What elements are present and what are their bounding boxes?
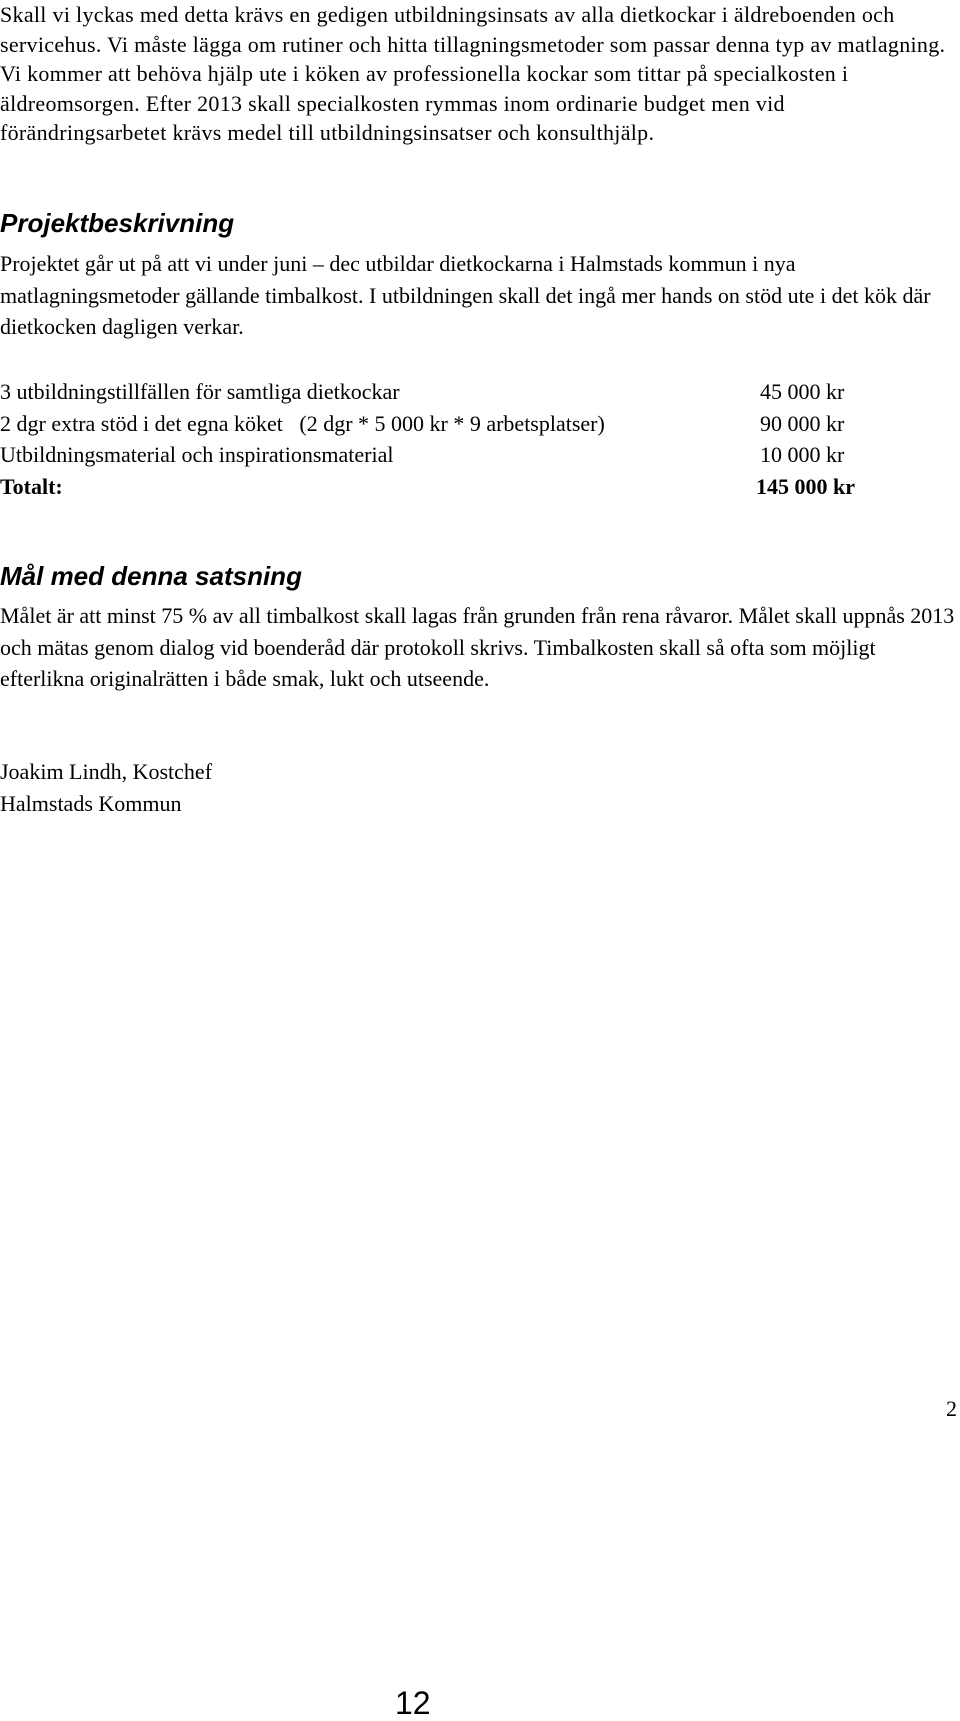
intro-paragraph: Skall vi lyckas med detta krävs en gedigen utbildningsinsats av alla dietkockar i äldreboenden och servicehus. Vi måste lägga om rutiner och hitta tillagningsmetoder som passar denna typ av matlagning. Vi kommer att behöva hjälp ute i köken av professionella kockar som tittar på specialkosten i äldreomsorgen. Efter 2013 skall specialkosten rymmas inom ordinarie budget men vid förändringsarbetet krävs medel till utbildningsinsatser och konsulthjälp. — [0, 2, 946, 146]
budget-row — [0, 408, 900, 440]
project-description: Projektet går ut på att vi under juni – dec utbildar dietkockarna i Halmstads kommun i nya matlagningsmetoder gällande timbalkost. I utbildningen skall det ingå mer hands on stöd ute i det kök där dietkocken dagligen verkar. — [0, 251, 931, 340]
budget-row-amount: 90 000 kr — [760, 410, 845, 436]
project-heading: Projektbeskrivning — [0, 208, 235, 238]
budget-total-amount: 145 000 kr — [756, 473, 855, 499]
signature-name: Joakim Lindh, Kostchef — [0, 759, 213, 784]
budget-row — [0, 439, 900, 471]
page-number: 2 — [946, 1396, 957, 1421]
budget-row-label: 2 dgr extra stöd i det egna köket (2 dgr * 5 000 kr * 9 arbetsplatser) — [0, 410, 605, 436]
budget-total-label: Totalt: — [0, 473, 63, 499]
footer-page-number: 12 — [395, 1685, 431, 1721]
goals-heading: Mål med denna satsning — [0, 561, 302, 591]
budget-row-amount: 10 000 kr — [760, 442, 845, 467]
budget-row — [0, 376, 900, 408]
signature-block — [0, 756, 212, 819]
budget-table — [0, 376, 900, 502]
budget-row-amount: 45 000 kr — [760, 379, 845, 404]
budget-row-label: Utbildningsmaterial och inspirationsmaterial — [0, 442, 394, 467]
signature-org: Halmstads Kommun — [0, 790, 182, 816]
budget-row-label: 3 utbildningstillfällen för samtliga dietkockar — [0, 379, 400, 404]
budget-total-row — [0, 471, 900, 503]
goals-description: Målet är att minst 75 % av all timbalkost skall lagas från grunden från rena råvaror. Målet skall uppnås 2013 och mätas genom dialog vid boenderåd där protokoll skrivs. Timbalkosten skall så ofta som möjligt efterlikna originalrätten i både smak, lukt och utseende. — [0, 603, 955, 692]
